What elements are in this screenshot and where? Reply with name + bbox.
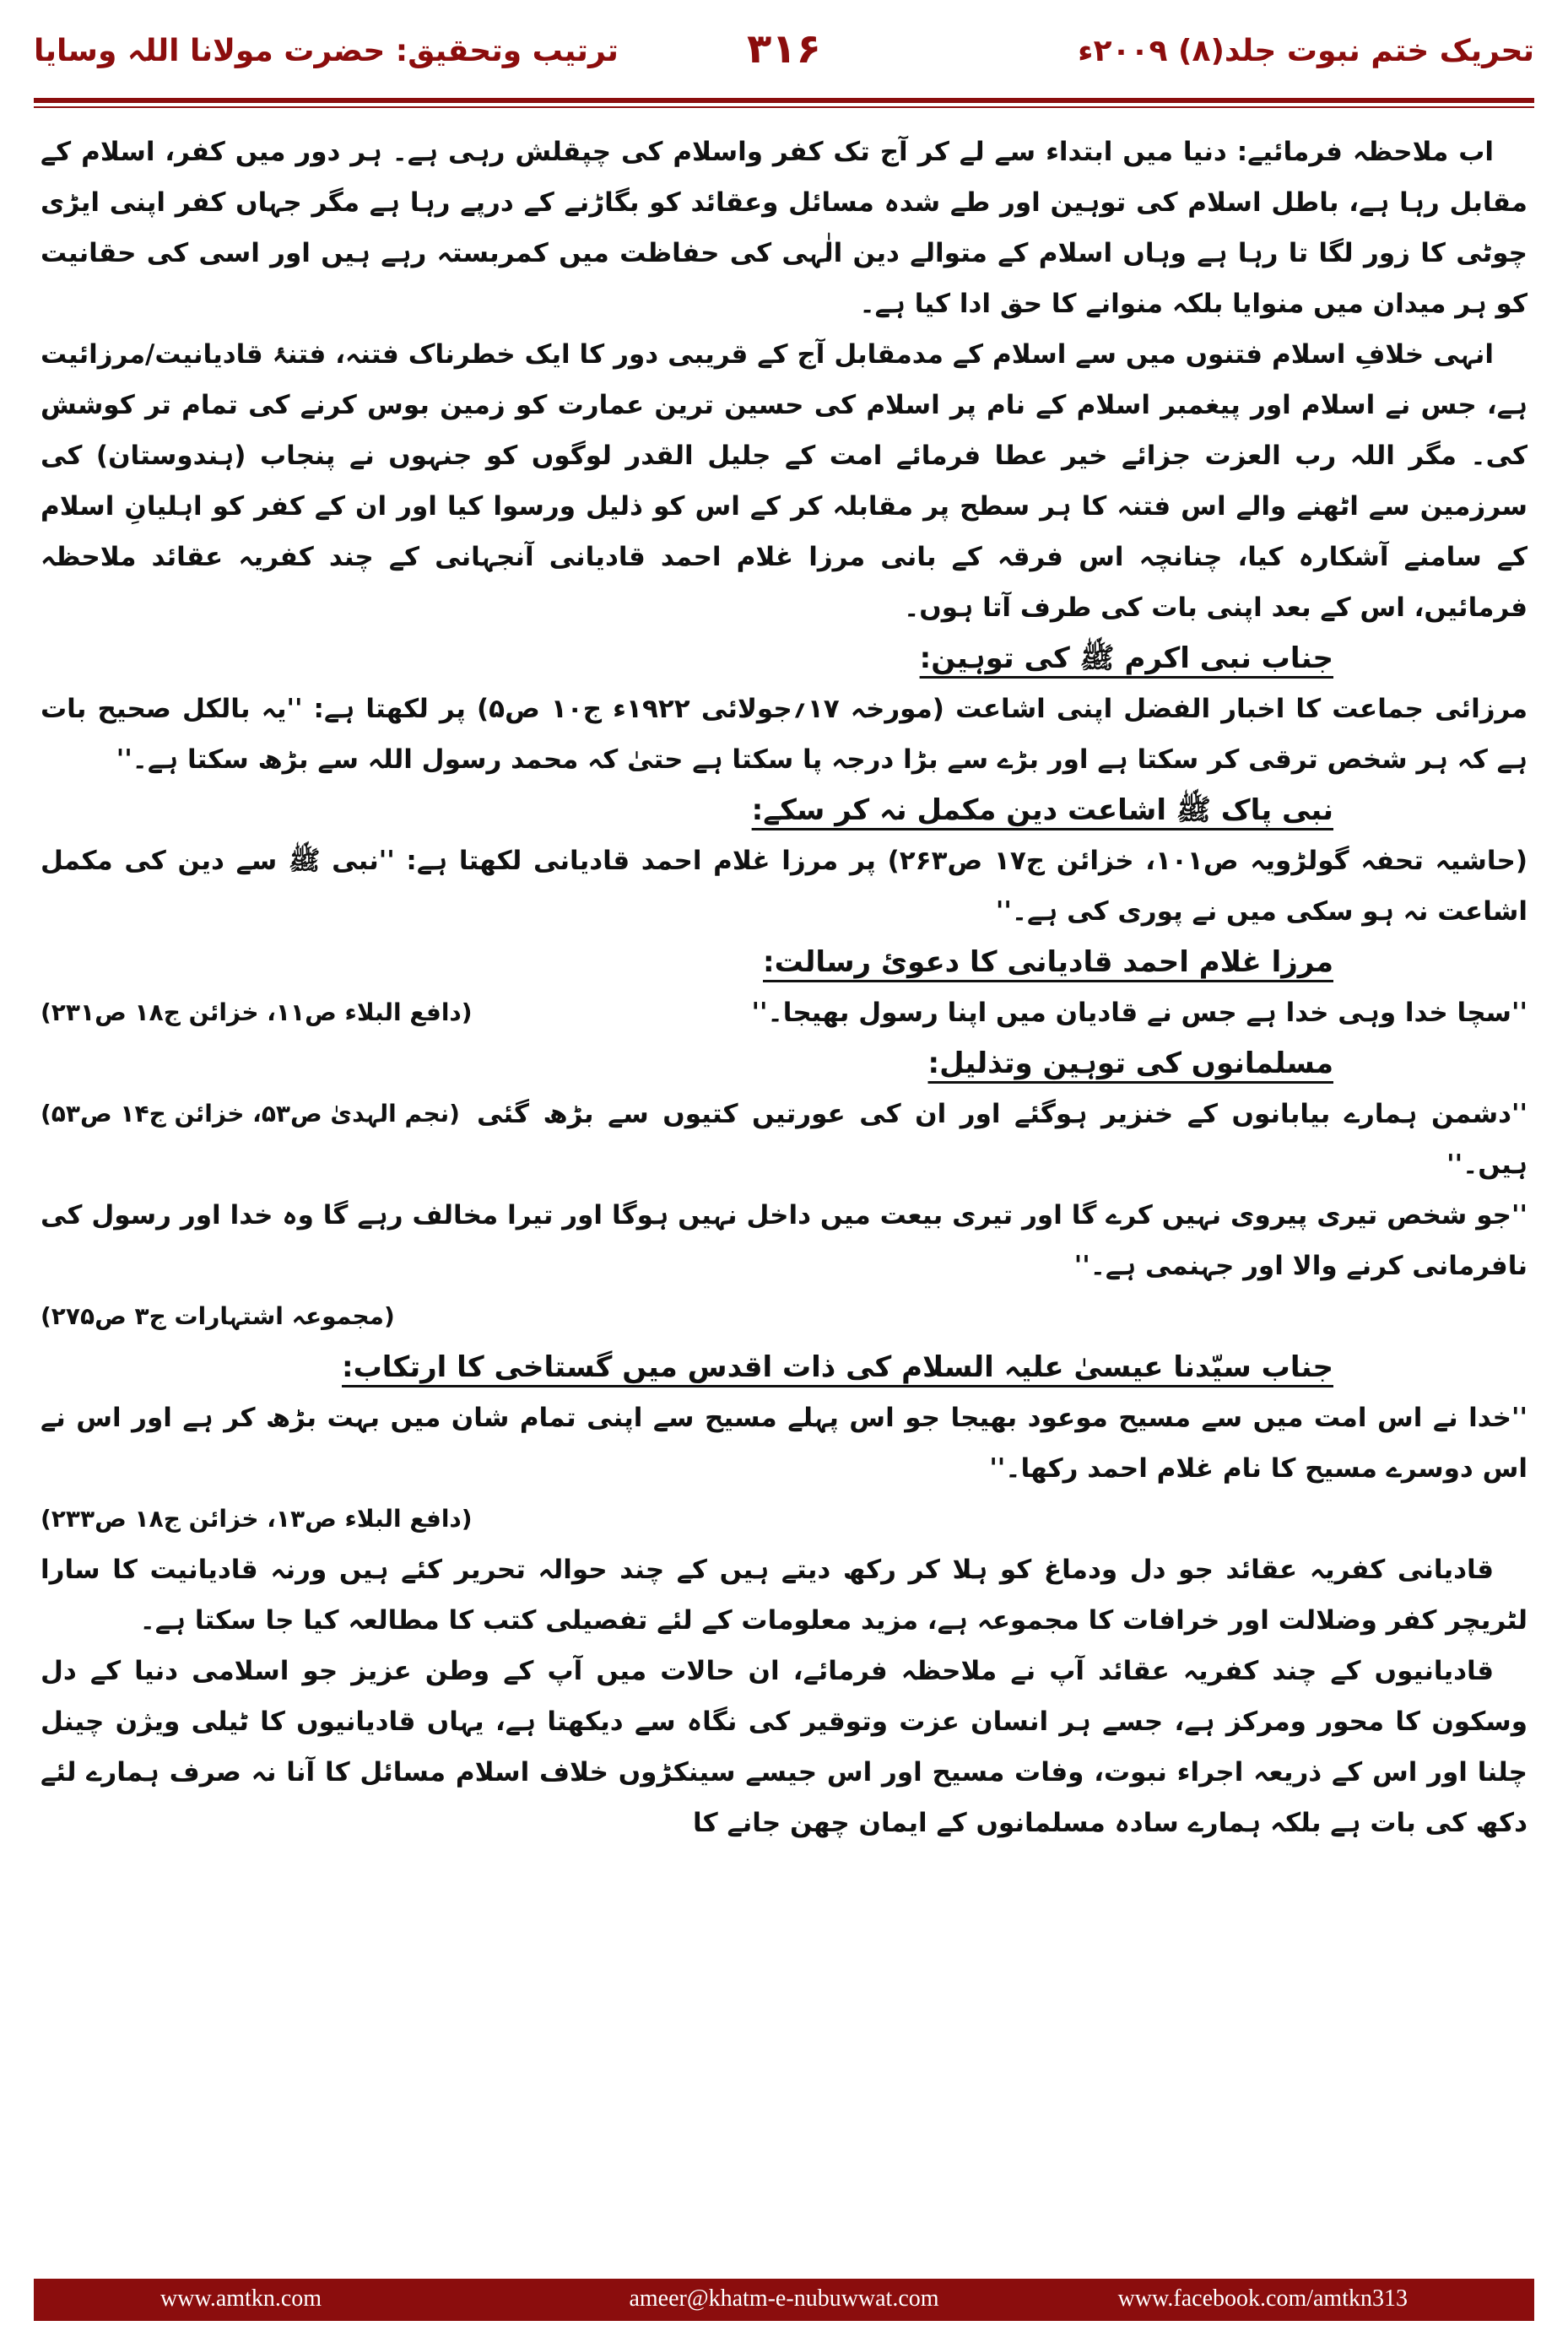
section-text: (حاشیہ تحفہ گولڑویہ ص۱۰۱، خزائن ج۱۷ ص۲۶۳) پر مرزا غلام احمد قادیانی لکھتا ہے: ''نبی ﷺ سے دین کی مکمل اشاعت نہ ہو سکی میں نے پوری کی ہے۔'' [41,846,1528,927]
paragraph-closing: قادیانیوں کے چند کفریہ عقائد آپ نے ملاحظہ فرمائے، ان حالات میں آپ کے وطن عزیز جو اسلامی دنیا کے دل وسکون کا محور ومرکز ہے، جسے ہر انسان عزت وتوقیر کی نگاہ سے دیکھتا ہے، یہاں قادیانیوں کا ٹیلی ویژن چینل چلنا اور اس کے ذریعہ اجراء نبوت، وفات مسیح اور اس جیسے سینکڑوں خلاف اسلام مسائل کا آنا نہ صرف ہمارے لئے دکھ کی بات ہے بلکہ ہمارے سادہ مسلمانوں کے ایمان چھن جانے کا [41,1656,1527,1838]
section-text: مرزائی جماعت کا اخبار الفضل اپنی اشاعت (مورخہ ۱۷؍جولائی ۱۹۲۲ء ج۱۰ ص۵) پر لکھتا ہے: ''یہ بالکل صحیح بات ہے کہ ہر شخص ترقی کر سکتا ہے اور بڑے سے بڑا درجہ پا سکتا ہے حتیٰ کہ محمد رسول اللہ سے بڑھ سکتا ہے۔'' [41,694,1528,775]
section-heading: جناب نبی اکرم ﷺ کی توہین: [919,641,1333,675]
quote-reference: (دافع البلاء ص۱۱، خزائن ج۱۸ ص۲۳۱) [41,998,473,1026]
paragraph-intro: اب ملاحظہ فرمائیے: دنیا میں ابتداء سے لے کر آج تک کفر واسلام کی چپقلش رہی ہے۔ ہر دور میں کفر، اسلام کے مقابل رہا ہے، باطل اسلام کی توہین اور طے شدہ مسائل وعقائد کو بگاڑنے کے درپے رہا ہے مگر جہاں کفر اپنی ایڑی چوٹی کا زور لگا تا رہا ہے وہاں اسلام کے متوالے دین الٰہی کی حفاظت میں کمربستہ رہے ہیں اور اسی کی حقانیت کو ہر میدان میں منوایا بلکہ منوانے کا حق ادا کیا ہے۔ [41,137,1527,319]
paragraph-fitna: انہی خلافِ اسلام فتنوں میں سے اسلام کے مدمقابل آج کے قریبی دور کا ایک خطرناک فتنہ، فتنۂ قادیانیت/مرزائیت ہے، جس نے اسلام اور پیغمبر اسلام کے نام پر اسلام کی حسین ترین عمارت کو زمین بوس کرنے کی تمام تر کوشش کی۔ مگر اللہ رب العزت جزائے خیر عطا فرمائے امت کے جلیل القدر لوگوں کو جنہوں نے پنجاب (ہندوستان) کی سرزمین سے اٹھنے والے اس فتنہ کا ہر سطح پر مقابلہ کر کے اس کو ذلیل ورسوا کیا اور ان کے کفر کو اہلیانِ اسلام کے سامنے آشکارہ کیا، چنانچہ اس فرقہ کے بانی مرزا غلام احمد قادیانی آنجہانی کے چند کفریہ عقائد ملاحظہ فرمائیں، اس کے بعد اپنی بات کی طرف آتا ہوں۔ [41,339,1528,623]
section-heading: مرزا غلام احمد قادیانی کا دعوئ رسالت: [763,945,1333,979]
quote-reference: (نجم الہدیٰ ص۵۳، خزائن ج۱۴ ص۵۳) [41,1100,460,1128]
quote-text: ''دشمن ہمارے بیابانوں کے خنزیر ہوگئے اور ان کی عورتیں کتیوں سے بڑھ گئی ہیں۔'' [476,1099,1527,1180]
header-book-title: تحریک ختم نبوت جلد(۸) ۲۰۰۹ء [1078,34,1534,68]
paragraph-closing: قادیانی کفریہ عقائد جو دل ودماغ کو ہلا کر رکھ دیتے ہیں کے چند حوالہ تحریر کئے ہیں ورنہ قادیانیت کا سارا لٹریچر کفر وضلالت اور خرافات کا مجموعہ ہے، مزید معلومات کے لئے تفصیلی کتب کا مطالعہ کیا جا سکتا ہے۔ [41,1555,1527,1636]
header-rule-thin [34,106,1534,108]
article-body [41,127,1527,2228]
quote-text: ''جو شخص تیری پیروی نہیں کرے گا اور تیری بیعت میں داخل نہیں ہوگا اور تیرا مخالف رہے گا وہ خدا اور رسول کی نافرمانی کرنے والا اور جہنمی ہے۔'' [41,1200,1527,1281]
quote-row [41,1291,1527,1342]
quote-row [41,1494,1527,1544]
header-compiler: ترتیب وتحقیق: حضرت مولانا اللہ وسایا [34,34,619,68]
section-heading: جناب سیّدنا عیسیٰ علیہ السلام کی ذات اقدس میں گستاخی کا ارتکاب: [342,1350,1333,1384]
quote-text: ''سچا خدا وہی خدا ہے جس نے قادیان میں اپنا رسول بھیجا۔'' [751,998,1527,1028]
footer-website-link[interactable]: www.amtkn.com [160,2285,322,2312]
quote-row [41,1089,1527,1190]
header-rule [34,98,1534,103]
quote-row [41,987,1527,1038]
footer-facebook-link[interactable]: www.facebook.com/amtkn313 [1117,2285,1408,2312]
page-number: ۳۱۶ [747,25,821,73]
quote-text: ''خدا نے اس امت میں سے مسیح موعود بھیجا جو اس پہلے مسیح سے اپنی تمام شان میں بہت بڑھ کر ہے اور اس نے اس دوسرے مسیح کا نام غلام احمد رکھا۔'' [41,1403,1527,1484]
page-footer [34,2279,1534,2321]
page-header [34,19,1534,95]
section-heading: مسلمانوں کی توہین وتذلیل: [927,1047,1333,1080]
quote-reference: (دافع البلاء ص۱۳، خزائن ج۱۸ ص۲۳۳) [41,1505,473,1533]
footer-email-link[interactable]: ameer@khatm-e-nubuwwat.com [629,2285,939,2312]
quote-reference: (مجموعہ اشتہارات ج۳ ص۲۷۵) [41,1302,395,1330]
section-heading: نبی پاک ﷺ اشاعت دین مکمل نہ کر سکے: [751,793,1333,827]
